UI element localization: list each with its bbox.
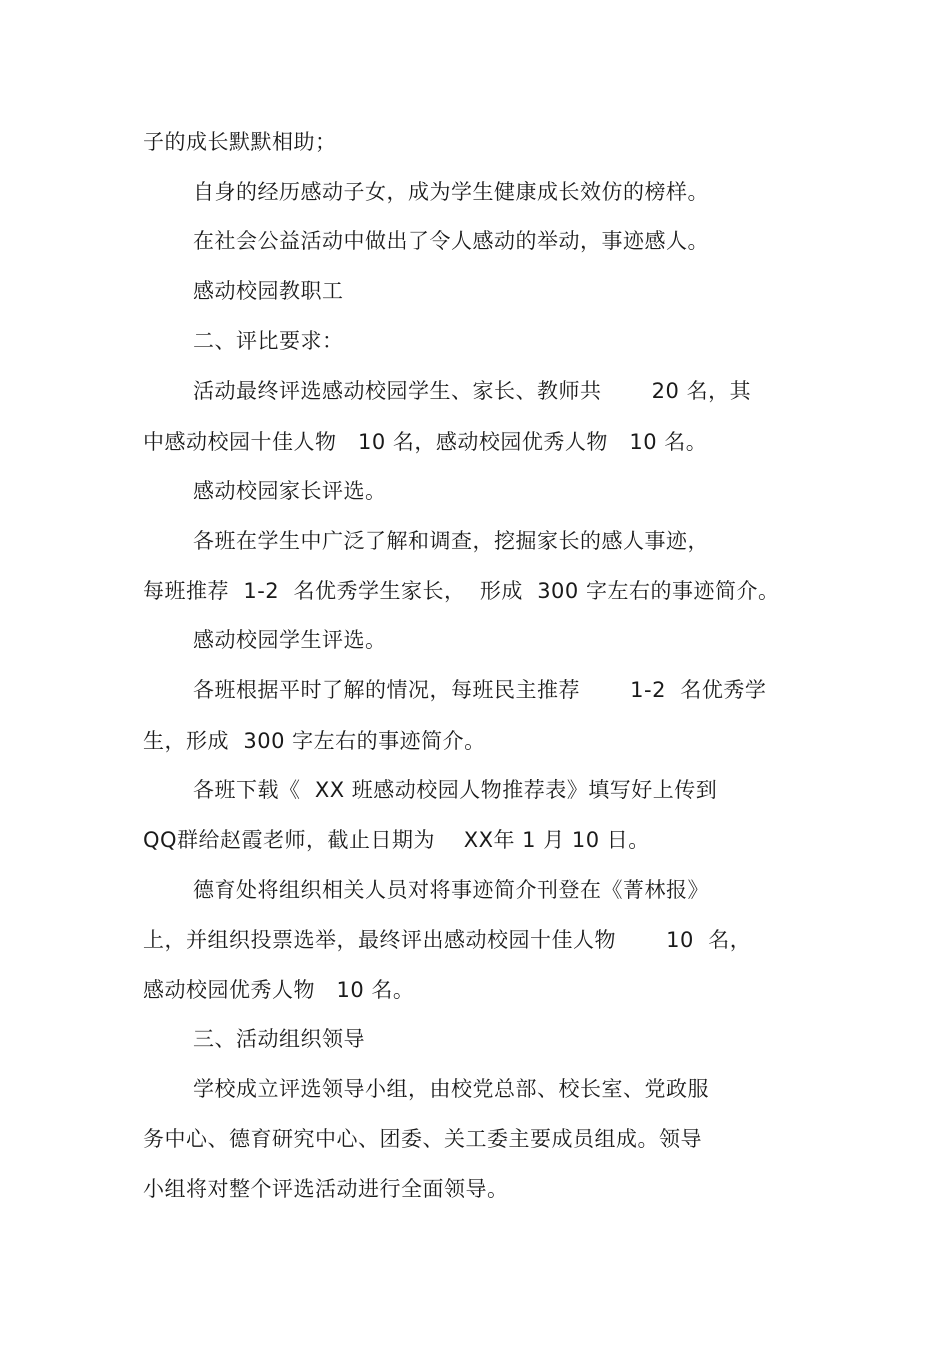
text-line: 自身的经历感动子女，成为学生健康成长效仿的榜样。 xyxy=(193,180,709,204)
text-line: 务中心、德育研究中心、团委、关工委主要成员组成。领导 xyxy=(143,1127,702,1151)
text-line: 感动校园教职工 xyxy=(193,279,344,303)
text-line: 活动最终评选感动校园学生、家长、教师共 20 名，其 xyxy=(193,379,752,403)
text-line: 感动校园优秀人物 10 名。 xyxy=(143,978,415,1002)
text-line: 小组将对整个评选活动进行全面领导。 xyxy=(143,1177,509,1201)
text-line: 学校成立评选领导小组，由校党总部、校长室、党政服 xyxy=(193,1077,709,1101)
section-heading: 三、活动组织领导 xyxy=(193,1027,365,1051)
text-line: 德育处将组织相关人员对将事迹简介刊登在《菁林报》 xyxy=(193,878,709,902)
text-line: 生，形成 300 字左右的事迹简介。 xyxy=(143,729,486,753)
text-line: 各班在学生中广泛了解和调查，挖掘家长的感人事迹， xyxy=(193,529,709,553)
section-heading: 二、评比要求： xyxy=(193,329,344,353)
text-line: QQ群给赵霞老师，截止日期为 XX年 1 月 10 日。 xyxy=(143,828,650,852)
text-line: 每班推荐 1-2 名优秀学生家长， 形成 300 字左右的事迹简介。 xyxy=(143,579,780,603)
text-line: 感动校园学生评选。 xyxy=(193,628,387,652)
text-line: 感动校园家长评选。 xyxy=(193,479,387,503)
text-line: 在社会公益活动中做出了令人感动的举动，事迹感人。 xyxy=(193,229,709,253)
text-line: 中感动校园十佳人物 10 名，感动校园优秀人物 10 名。 xyxy=(143,430,708,454)
text-line: 各班下载《 XX 班感动校园人物推荐表》填写好上传到 xyxy=(193,778,718,802)
text-line: 子的成长默默相助； xyxy=(143,130,337,154)
text-line: 上，并组织投票选举，最终评出感动校园十佳人物 10 名， xyxy=(143,928,752,952)
text-line: 各班根据平时了解的情况，每班民主推荐 1-2 名优秀学 xyxy=(193,678,767,702)
